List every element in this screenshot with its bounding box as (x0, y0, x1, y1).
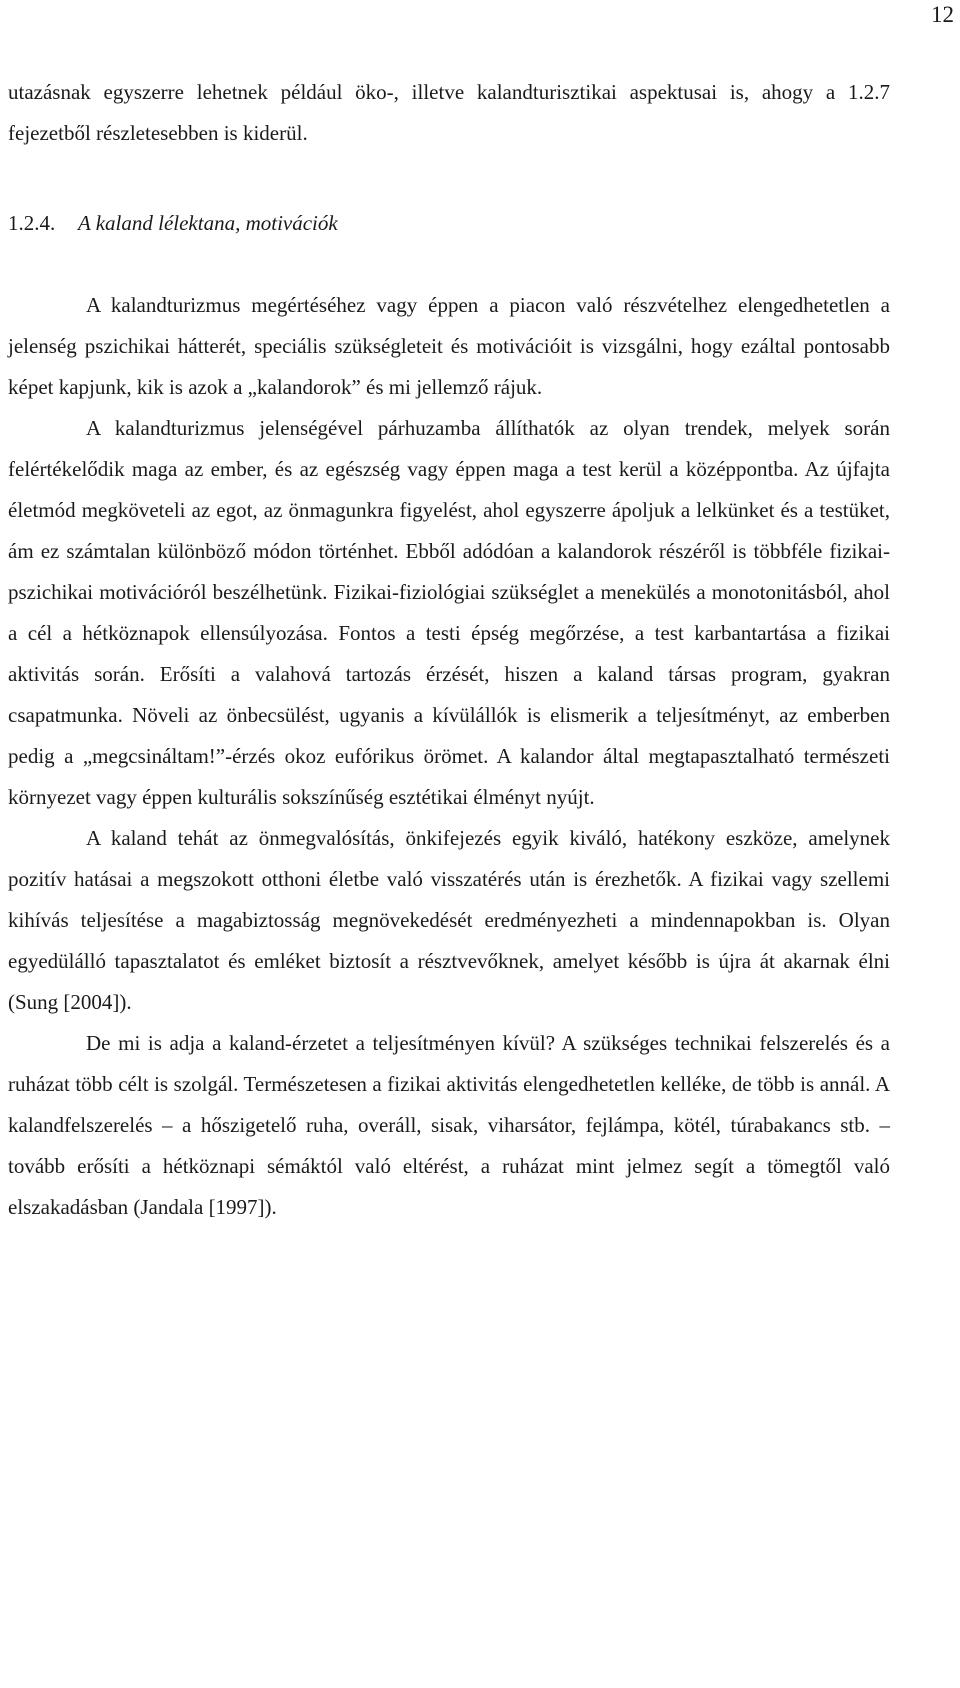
body-paragraph: De mi is adja a kaland-érzetet a teljesítményen kívül? A szükséges technikai felszerelés és a ruházat több célt is szolgál. Természetesen a fizikai aktivitás elengedhetetlen kelléke, de több is annál. A kalandfelszerelés – a hőszigetelő ruha, overáll, sisak, viharsátor, fejlámpa, kötél, túrabakancs stb. – tovább erősíti a hétköznapi sémáktól való eltérést, a ruházat mint jelmez segít a tömegtől való elszakadásban (Jandala [1997]). (8, 1031, 890, 1219)
section-title: A kaland lélektana, motivációk (78, 211, 338, 235)
page-number: 12 (931, 2, 954, 27)
body-paragraph: A kalandturizmus megértéséhez vagy éppen a piacon való részvételhez elengedhetetlen a jelenség pszichikai hátterét, speciális szükségleteit és motivációit is vizsgálni, hogy ezáltal pontosabb képet kapjunk, kik is azok a „kalandorok” és mi jellemző rájuk. (8, 293, 890, 399)
section-heading (8, 203, 890, 244)
body-paragraph: A kaland tehát az önmegvalósítás, önkifejezés egyik kiváló, hatékony eszköze, amelynek pozitív hatásai a megszokott otthoni életbe való visszatérés után is érezhetők. A fizikai vagy szellemi kihívás teljesítése a magabiztosság megnövekedését eredményezheti a mindennapokban is. Olyan egyedülálló tapasztalatot és emléket biztosít a résztvevőknek, amelyet később is újra át akarnak élni (Sung [2004]). (8, 826, 890, 1014)
spacer (8, 244, 890, 285)
document-body (8, 72, 890, 1228)
spacer (8, 154, 890, 203)
body-paragraph: A kalandturizmus jelenségével párhuzamba állíthatók az olyan trendek, melyek során felértékelődik maga az ember, és az egészség vagy éppen maga a test kerül a középpontba. Az újfajta életmód megköveteli az egot, az önmagunkra figyelést, ahol egyszerre ápoljuk a lelkünket és a testüket, ám ez számtalan különböző módon történhet. Ebből adódóan a kalandorok részéről is többféle fizikai-pszichikai motivációról beszélhetünk. Fizikai-fiziológiai szükséglet a menekülés a monotonitásból, ahol a cél a hétköznapok ellensúlyozása. Fontos a testi épség megőrzése, a test karbantartása a fizikai aktivitás során. Erősíti a valahová tartozás érzését, hiszen a kaland társas program, gyakran csapatmunka. Növeli az önbecsülést, ugyanis a kívülállók is elismerik a teljesítményt, az emberben pedig a „megcsináltam!”-érzés okoz eufórikus örömet. A kalandor által megtapasztalható természeti környezet vagy éppen kulturális sokszínűség esztétikai élményt nyújt. (8, 416, 890, 809)
section-number: 1.2.4. (8, 211, 56, 235)
intro-paragraph: utazásnak egyszerre lehetnek például öko-, illetve kalandturisztikai aspektusai is, ahogy a 1.2.7 fejezetből részletesebben is kiderül. (8, 80, 890, 145)
